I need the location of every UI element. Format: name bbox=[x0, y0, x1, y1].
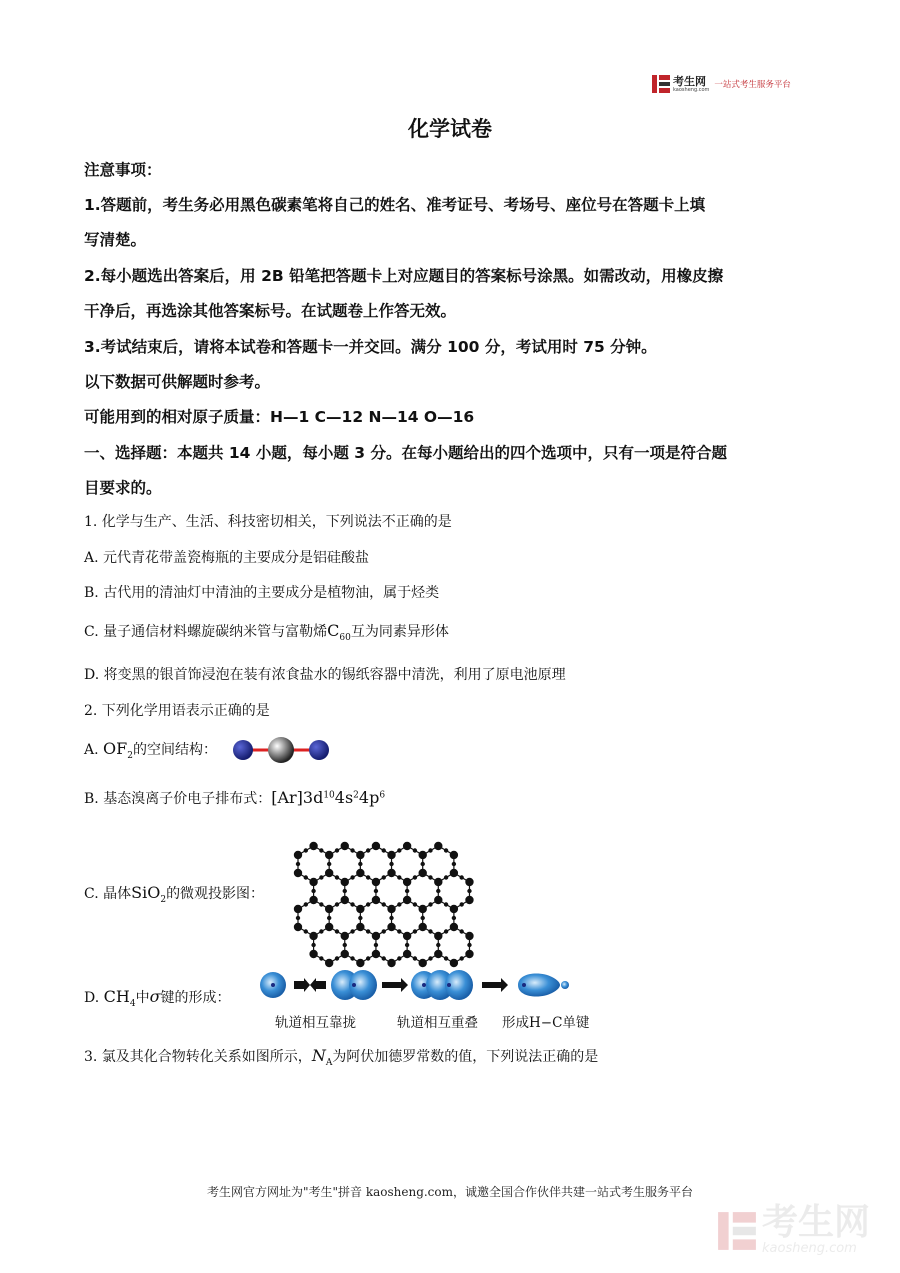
o-atom bbox=[413, 956, 417, 960]
si-atom bbox=[403, 842, 411, 850]
notice-item-2a: 2.每小题选出答案后，用 2B 铅笔把答题卡上对应题目的答案标号涂黑。如需改动，用橡皮擦 bbox=[84, 267, 724, 285]
o-atom bbox=[397, 875, 401, 879]
o-atom bbox=[452, 862, 456, 866]
si-atom bbox=[387, 869, 395, 877]
o-atom bbox=[304, 902, 308, 906]
si-atom bbox=[309, 896, 317, 904]
si-atom bbox=[341, 932, 349, 940]
o-atom bbox=[335, 848, 339, 852]
si-atom bbox=[450, 905, 458, 913]
si-atom bbox=[419, 905, 427, 913]
q2-option-b bbox=[84, 788, 385, 808]
si-atom bbox=[341, 896, 349, 904]
o-atom bbox=[319, 902, 323, 906]
header-logo bbox=[651, 73, 791, 95]
q2-d-label: D. bbox=[84, 990, 100, 1006]
o-atom bbox=[428, 875, 432, 879]
q1-c60-formula: C bbox=[327, 621, 340, 640]
si-atom bbox=[434, 842, 442, 850]
o-atom bbox=[459, 929, 463, 933]
q2-stem: 2. 下列化学用语表示正确的是 bbox=[84, 703, 270, 719]
notice-data-ref: 以下数据可供解题时参考。 bbox=[84, 373, 271, 391]
o-atom bbox=[350, 902, 354, 906]
o-atom bbox=[428, 956, 432, 960]
o-atom bbox=[319, 956, 323, 960]
q3-stem-tail: 为阿伏加德罗常数的值，下列说法正确的是 bbox=[332, 1049, 599, 1065]
o-atom bbox=[413, 929, 417, 933]
si-atom bbox=[419, 923, 427, 931]
notice-item-2b: 干净后，再选涂其他答案标号。在试题卷上作答无效。 bbox=[84, 302, 457, 320]
si-atom bbox=[387, 923, 395, 931]
o-atom bbox=[389, 916, 393, 920]
si-atom bbox=[325, 851, 333, 859]
sio2-projection-diagram bbox=[284, 824, 474, 970]
atomic-mass-line: 可能用到的相对原子质量：H—1 C—12 N—14 O—16 bbox=[84, 408, 475, 426]
si-atom bbox=[294, 851, 302, 859]
o-atom bbox=[335, 929, 339, 933]
fluorine-atom-left bbox=[233, 740, 253, 760]
si-atom bbox=[372, 932, 380, 940]
si-atom bbox=[450, 959, 458, 967]
o-atom bbox=[350, 956, 354, 960]
si-atom bbox=[356, 905, 364, 913]
q2-ch4-subscript: 4 bbox=[129, 998, 136, 1009]
q2-sigma-symbol: σ bbox=[149, 987, 161, 1006]
logo-domain: kaosheng.com bbox=[673, 86, 710, 93]
si-atom bbox=[419, 959, 427, 967]
q2-d-mid: 中 bbox=[135, 990, 150, 1006]
q2-c-tail: 的微观投影图： bbox=[166, 886, 265, 902]
o-atom bbox=[319, 848, 323, 852]
caption-overlap: 轨道相互重叠 bbox=[397, 1015, 478, 1031]
si-atom bbox=[434, 950, 442, 958]
o-atom bbox=[382, 902, 386, 906]
si-atom bbox=[294, 905, 302, 913]
o-atom bbox=[382, 929, 386, 933]
si-atom bbox=[309, 878, 317, 886]
si-atom bbox=[309, 932, 317, 940]
o-atom bbox=[459, 956, 463, 960]
o-atom bbox=[319, 875, 323, 879]
si-atom bbox=[434, 878, 442, 886]
q1-option-c-text: C. 量子通信材料螺旋碳纳米管与富勒烯 bbox=[84, 624, 328, 640]
o-atom bbox=[304, 929, 308, 933]
si-atom bbox=[372, 842, 380, 850]
o-atom bbox=[304, 875, 308, 879]
o-atom bbox=[382, 875, 386, 879]
o-atom bbox=[358, 916, 362, 920]
arrow-left-icon bbox=[310, 978, 326, 992]
o-atom bbox=[327, 862, 331, 866]
o-atom bbox=[467, 889, 471, 893]
caption-bond-formed: 形成H−C单键 bbox=[502, 1015, 590, 1031]
si-atom bbox=[341, 950, 349, 958]
si-atom bbox=[372, 896, 380, 904]
o-atom bbox=[436, 943, 440, 947]
notice-heading: 注意事项： bbox=[84, 161, 162, 179]
o-atom bbox=[374, 943, 378, 947]
q2-b-4s: 4s bbox=[334, 788, 354, 807]
o-atom bbox=[444, 848, 448, 852]
fluorine-atom-right bbox=[309, 740, 329, 760]
o-atom bbox=[335, 875, 339, 879]
o-atom bbox=[405, 889, 409, 893]
page-title: 化学试卷 bbox=[408, 117, 492, 141]
q2-d-tail: 键的形成： bbox=[160, 990, 231, 1006]
arrow-step-1-icon bbox=[382, 978, 408, 992]
o-atom bbox=[304, 848, 308, 852]
caption-approach: 轨道相互靠拢 bbox=[275, 1015, 356, 1031]
q2-option-c bbox=[84, 883, 264, 905]
si-atom bbox=[356, 869, 364, 877]
si-atom bbox=[450, 851, 458, 859]
o-atom bbox=[397, 848, 401, 852]
q2-b-text: B. 基态溴离子价电子排布式： bbox=[84, 791, 272, 807]
o-atom bbox=[358, 862, 362, 866]
si-atom bbox=[403, 932, 411, 940]
si-atom bbox=[341, 878, 349, 886]
o-atom bbox=[459, 902, 463, 906]
o-atom bbox=[296, 862, 300, 866]
q2-b-4p: 4p bbox=[358, 788, 380, 807]
o-atom bbox=[467, 943, 471, 947]
q2-c-text: C. 晶体 bbox=[84, 886, 132, 902]
si-atom bbox=[450, 923, 458, 931]
o-atom bbox=[319, 929, 323, 933]
q1-option-a: A. 元代青花带盖瓷梅瓶的主要成分是铝硅酸盐 bbox=[84, 550, 370, 566]
q2-of2-formula: OF bbox=[103, 739, 128, 758]
watermark bbox=[716, 1202, 871, 1256]
q3-na-subscript: A bbox=[325, 1057, 333, 1068]
q1-option-c-tail: 互为同素异形体 bbox=[350, 624, 449, 640]
si-atom bbox=[309, 950, 317, 958]
si-atom bbox=[465, 896, 473, 904]
o-atom bbox=[413, 902, 417, 906]
q2-sio2-subscript: 2 bbox=[160, 894, 167, 905]
si-atom bbox=[372, 950, 380, 958]
notice-item-3: 3.考试结束后，请将本试卷和答题卡一并交回。满分 100 分，考试用时 75 分钟。 bbox=[84, 338, 657, 356]
si-atom bbox=[403, 878, 411, 886]
q1-option-c bbox=[84, 621, 449, 643]
logo-slogan: 一站式考生服务平台 bbox=[714, 80, 791, 90]
q2-b-config: [Ar]3d bbox=[271, 788, 324, 807]
o-atom bbox=[350, 848, 354, 852]
o-atom bbox=[444, 875, 448, 879]
q2-of2-subscript: 2 bbox=[127, 750, 133, 761]
si-atom bbox=[419, 851, 427, 859]
q1-option-b: B. 古代用的清油灯中清油的主要成分是植物油，属于烃类 bbox=[84, 585, 440, 601]
o-atom bbox=[421, 862, 425, 866]
si-atom bbox=[309, 842, 317, 850]
o-atom bbox=[366, 956, 370, 960]
si-atom bbox=[356, 959, 364, 967]
o-atom bbox=[405, 943, 409, 947]
o-atom bbox=[366, 875, 370, 879]
o-atom bbox=[428, 902, 432, 906]
o-atom bbox=[413, 875, 417, 879]
o-atom bbox=[350, 929, 354, 933]
o-atom bbox=[382, 848, 386, 852]
q3-stem-text: 3. 氯及其化合物转化关系如图所示， bbox=[84, 1049, 312, 1065]
section1-heading-b: 目要求的。 bbox=[84, 479, 162, 497]
si-atom bbox=[387, 959, 395, 967]
o-atom bbox=[444, 956, 448, 960]
o-atom bbox=[413, 848, 417, 852]
o-atom bbox=[343, 889, 347, 893]
o-atom bbox=[296, 916, 300, 920]
si-atom bbox=[294, 923, 302, 931]
si-atom bbox=[387, 905, 395, 913]
si-atom bbox=[403, 896, 411, 904]
si-atom bbox=[450, 869, 458, 877]
notice-item-1b: 写清楚。 bbox=[84, 231, 147, 249]
o-atom bbox=[397, 902, 401, 906]
o-atom bbox=[397, 929, 401, 933]
watermark-logo-icon bbox=[716, 1210, 758, 1252]
o-atom bbox=[397, 956, 401, 960]
si-atom bbox=[341, 842, 349, 850]
si-atom bbox=[325, 905, 333, 913]
si-atom bbox=[434, 896, 442, 904]
si-atom bbox=[465, 932, 473, 940]
o-atom bbox=[366, 929, 370, 933]
si-atom bbox=[419, 869, 427, 877]
o-atom bbox=[436, 889, 440, 893]
q2-b-sup2: 2 bbox=[353, 790, 359, 801]
o-atom bbox=[382, 956, 386, 960]
q2-a-text: 的空间结构： bbox=[132, 742, 217, 758]
si-atom bbox=[294, 869, 302, 877]
q1-stem: 1. 化学与生产、生活、科技密切相关，下列说法不正确的是 bbox=[84, 514, 452, 530]
o-atom bbox=[444, 929, 448, 933]
arrow-right-icon bbox=[294, 978, 310, 992]
oxygen-atom-center bbox=[268, 737, 294, 763]
si-atom bbox=[325, 869, 333, 877]
q2-sio2-formula: SiO bbox=[131, 883, 161, 902]
si-atom bbox=[325, 959, 333, 967]
o-atom bbox=[428, 848, 432, 852]
o-atom bbox=[452, 916, 456, 920]
si-atom bbox=[356, 851, 364, 859]
o-atom bbox=[366, 902, 370, 906]
q2-a-label: A. bbox=[84, 742, 99, 758]
o-atom bbox=[421, 916, 425, 920]
q3-stem bbox=[84, 1046, 598, 1068]
si-atom bbox=[387, 851, 395, 859]
q3-na-symbol: N bbox=[311, 1046, 326, 1065]
footer-text: 考生网官方网址为"考生"拼音 kaosheng.com，诚邀全国合作伙伴共建一站式考生服务平台 bbox=[206, 1185, 694, 1199]
of2-linear-model bbox=[231, 736, 331, 764]
watermark-cn: 考生网 bbox=[762, 1202, 871, 1243]
q1-c60-subscript: 60 bbox=[339, 632, 351, 643]
section1-heading-a: 一、选择题：本题共 14 小题，每小题 3 分。在每小题给出的四个选项中，只有一项是符合题 bbox=[84, 444, 727, 462]
arrow-step-2-icon bbox=[482, 978, 508, 992]
o-atom bbox=[428, 929, 432, 933]
q2-ch4-formula: CH bbox=[103, 987, 130, 1006]
si-atom bbox=[356, 923, 364, 931]
si-atom bbox=[372, 878, 380, 886]
notice-item-1a: 1.答题前，考生务必用黑色碳素笔将自己的姓名、准考证号、考场号、座位号在答题卡上填 bbox=[84, 196, 706, 214]
o-atom bbox=[343, 943, 347, 947]
o-atom bbox=[366, 848, 370, 852]
o-atom bbox=[459, 875, 463, 879]
o-atom bbox=[327, 916, 331, 920]
si-atom bbox=[434, 932, 442, 940]
o-atom bbox=[311, 889, 315, 893]
si-atom bbox=[465, 878, 473, 886]
o-atom bbox=[444, 902, 448, 906]
si-atom bbox=[403, 950, 411, 958]
o-atom bbox=[335, 902, 339, 906]
kaosheng-logo-icon bbox=[651, 74, 671, 94]
q2-b-sup3: 6 bbox=[379, 790, 386, 801]
o-atom bbox=[311, 943, 315, 947]
q2-option-a bbox=[84, 739, 217, 761]
si-atom bbox=[325, 923, 333, 931]
q2-b-sup1: 10 bbox=[323, 790, 335, 801]
q2-option-d bbox=[84, 987, 231, 1009]
o-atom bbox=[335, 956, 339, 960]
sigma-bond-formation-diagram bbox=[256, 968, 576, 1006]
logo-name: 考生网 bbox=[673, 74, 706, 88]
si-atom bbox=[465, 950, 473, 958]
o-atom bbox=[374, 889, 378, 893]
o-atom bbox=[350, 875, 354, 879]
o-atom bbox=[389, 862, 393, 866]
watermark-en: kaosheng.com bbox=[762, 1241, 857, 1256]
q1-option-d: D. 将变黑的银首饰浸泡在装有浓食盐水的锡纸容器中清洗，利用了原电池原理 bbox=[84, 667, 566, 683]
